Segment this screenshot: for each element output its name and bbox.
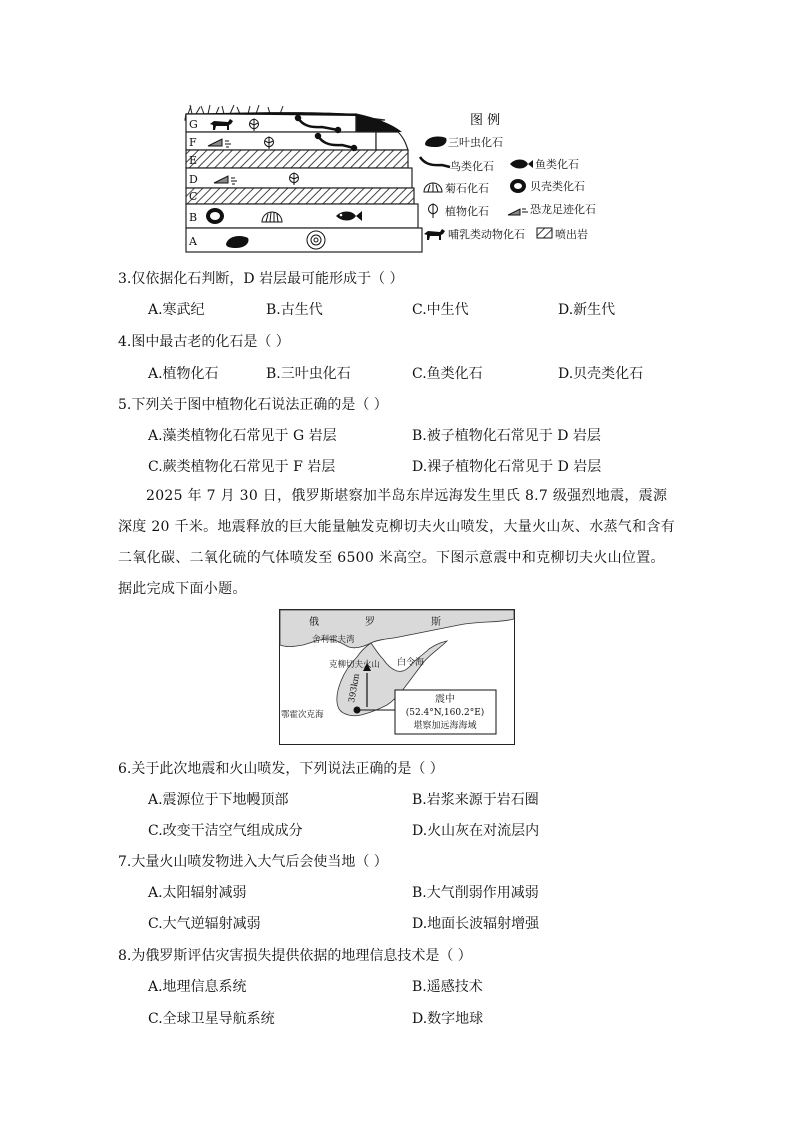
- layer-e: [186, 150, 408, 168]
- q4-option-a[interactable]: A.植物化石: [148, 366, 219, 382]
- strata-figure: [180, 100, 610, 260]
- legend-ammonite: 菊石化石: [445, 182, 489, 195]
- earthquake-passage: 2025 年 7 月 30 日，俄罗斯堪察加半岛东岸远海发生里氏 8.7 级强烈地震，震源深度 20 千米。地震释放的巨大能量触发克柳切夫火山喷发，大量火山灰、水蒸气和含有二氧化碳、二氧化硫的气体喷发至 6500 米高空。下图示意震中和克柳切夫火山位置。据此完成下面小题。: [118, 488, 676, 597]
- question-4-stem: 4.图中最古老的化石是（ ）: [118, 334, 290, 350]
- legend-dino: 恐龙足迹化石: [530, 203, 596, 216]
- legend-title: 图 例: [470, 113, 501, 128]
- map-distance-label: 393km: [347, 672, 363, 704]
- map-label-russia-2: 罗: [365, 617, 375, 628]
- legend-trilobite: 三叶虫化石: [448, 136, 503, 149]
- legend-fish: 鱼类化石: [535, 158, 579, 171]
- q3-option-d[interactable]: D.新生代: [558, 302, 616, 318]
- q6-option-c[interactable]: C.改变干洁空气组成成分: [148, 823, 303, 839]
- q8-option-a[interactable]: A.地理信息系统: [148, 979, 247, 995]
- legend-bird: 鸟类化石: [450, 160, 494, 173]
- legend-plant: 植物化石: [445, 205, 489, 218]
- question-7-stem: 7.大量火山喷发物进入大气后会使当地（ ）: [118, 854, 388, 870]
- legend-basalt: 喷出岩: [555, 228, 588, 241]
- layer-letter-e: E: [189, 154, 198, 167]
- q4-option-d[interactable]: D.贝壳类化石: [558, 366, 644, 382]
- q7-option-b[interactable]: B.大气削弱作用减弱: [412, 885, 539, 901]
- q6-option-d[interactable]: D.火山灰在对流层内: [412, 823, 540, 839]
- layer-a: [186, 228, 422, 252]
- layer-letter-b: B: [189, 211, 198, 224]
- question-3-stem: 3.仅依据化石判断，D 岩层最可能形成于（ ）: [118, 271, 404, 287]
- q5-option-d[interactable]: D.裸子植物化石常见于 D 岩层: [412, 459, 602, 475]
- map-label-okhotsk: 鄂霍次克海: [281, 710, 324, 720]
- q8-option-b[interactable]: B.遥感技术: [412, 979, 483, 995]
- map-label-bering: 白令海: [397, 658, 425, 668]
- shell-fossil-icon: [206, 208, 224, 224]
- epicenter-area: 堪察加远海海域: [413, 721, 477, 731]
- map-label-russia-1: 俄: [309, 617, 319, 628]
- map-label-volcano: 克柳切夫火山: [329, 660, 381, 670]
- layer-letter-d: D: [189, 173, 198, 186]
- q7-option-c[interactable]: C.大气逆辐射减弱: [148, 916, 261, 932]
- q3-option-b[interactable]: B.古生代: [266, 302, 323, 318]
- kamchatka-map: [279, 609, 515, 745]
- q6-option-b[interactable]: B.岩浆来源于岩石圈: [412, 792, 539, 808]
- question-6-stem: 6.关于此次地震和火山喷发，下列说法正确的是（ ）: [118, 761, 444, 777]
- q3-option-c[interactable]: C.中生代: [412, 302, 469, 318]
- question-8-stem: 8.为俄罗斯评估灾害损失提供依据的地理信息技术是（ ）: [118, 948, 472, 964]
- q4-option-b[interactable]: B.三叶虫化石: [266, 366, 351, 382]
- q6-option-a[interactable]: A.震源位于下地幔顶部: [148, 792, 289, 808]
- epicenter-coordinates: (52.4°N,160.2°E): [405, 708, 485, 718]
- q7-option-d[interactable]: D.地面长波辐射增强: [412, 916, 540, 932]
- q8-option-d[interactable]: D.数字地球: [412, 1011, 484, 1027]
- map-label-russia-3: 斯: [431, 617, 441, 628]
- map-label-gulf: 舍利霍夫湾: [312, 635, 355, 645]
- q5-option-c[interactable]: C.蕨类植物化石常见于 F 岩层: [148, 459, 336, 475]
- legend-mammal: 哺乳类动物化石: [448, 228, 525, 241]
- epicenter-dot: [354, 707, 361, 714]
- question-5-stem: 5.下列关于图中植物化石说法正确的是（ ）: [118, 397, 388, 413]
- q5-option-a[interactable]: A.藻类植物化石常见于 G 岩层: [148, 428, 337, 444]
- layer-c: [186, 188, 414, 204]
- q5-option-b[interactable]: B.被子植物化石常见于 D 岩层: [412, 428, 601, 444]
- q7-option-a[interactable]: A.太阳辐射减弱: [148, 885, 247, 901]
- layer-letter-c: C: [189, 190, 198, 203]
- layer-letter-g: G: [189, 118, 198, 131]
- layer-letter-a: A: [189, 235, 197, 248]
- q3-option-a[interactable]: A.寒武纪: [148, 302, 205, 318]
- legend-shell: 贝壳类化石: [530, 180, 585, 193]
- epicenter-title: 震中: [435, 694, 455, 705]
- q8-option-c[interactable]: C.全球卫星导航系统: [148, 1011, 275, 1027]
- q4-option-c[interactable]: C.鱼类化石: [412, 366, 483, 382]
- layer-letter-f: F: [189, 136, 197, 149]
